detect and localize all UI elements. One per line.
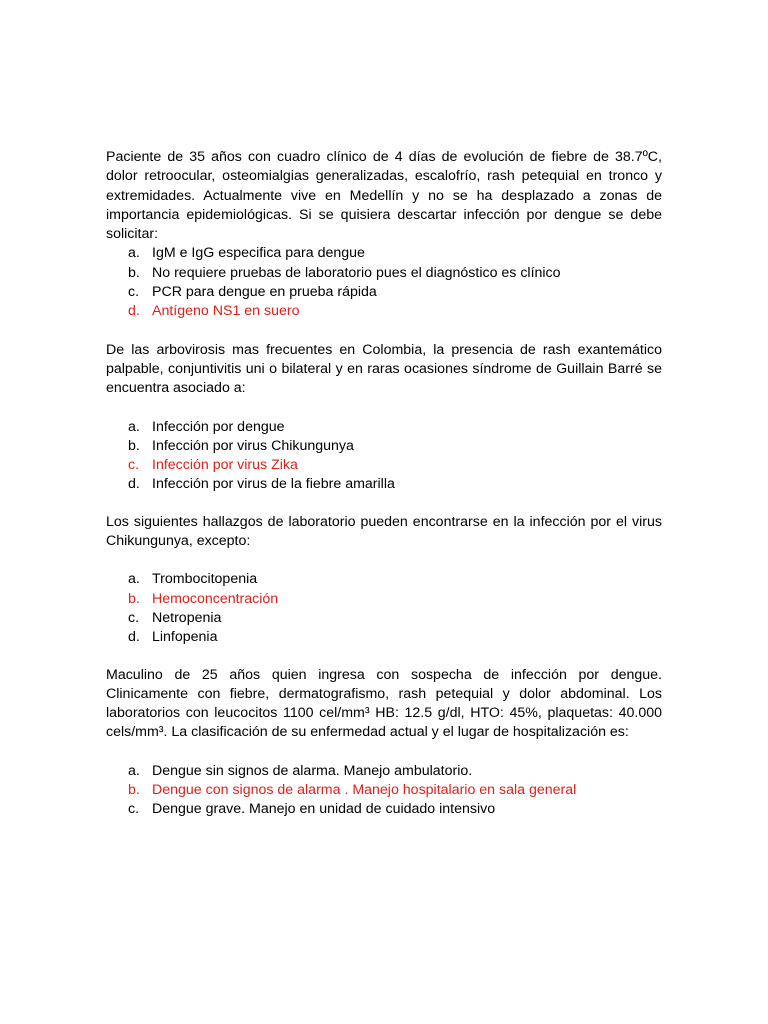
question-1-option-b [106,264,662,283]
option-letter: d. [128,629,140,646]
option-text: IgM e IgG especifica para dengue [152,245,365,262]
option-text: Infección por virus de la fiebre amarilla [152,476,395,493]
question-3 [106,513,662,648]
question-4-options [106,762,662,820]
question-2-options [106,418,662,495]
option-letter: d. [128,476,140,493]
question-3-option-b-correct [106,590,662,609]
question-1-stem: Paciente de 35 años con cuadro clínico de 4 días de evolución de fiebre de 38.7ºC, dolor retroocular, osteomialgias generalizadas, escalofrío, rash petequial en tronco y extremidades. Actualmente vive en Medellín y no se ha desplazado a zonas de importancia epidemiológicas. Si se quisiera descartar infección por dengue se debe solicitar: [106,149,662,243]
option-text: Dengue sin signos de alarma. Manejo ambulatorio. [152,762,473,779]
option-text: Hemoconcentración [152,590,279,607]
question-1-option-a [106,244,662,263]
question-3-options [106,570,662,647]
question-2-option-c-correct [106,456,662,475]
question-4-stem: Maculino de 25 años quien ingresa con sospecha de infección por dengue. Clinicamente con fiebre, dermatografismo, rash petequial y dolor abdominal. Los laboratorios con leucocitos 1100 cel/mm³ HB: 12.5 g/dl, HTO: 45%, plaquetas: 40.000 cels/mm³. La clasificación de su enfermedad actual y el lugar de hospitalización es: [106,666,662,741]
option-text: Dengue con signos de alarma . Manejo hospitalario en sala general [152,782,577,799]
question-4-option-c [106,800,662,819]
option-text: Trombocitopenia [152,571,258,588]
option-letter: b. [128,590,140,607]
question-2-option-b [106,437,662,456]
option-letter: a. [128,762,140,779]
question-4-option-b-correct [106,781,662,800]
question-3-option-c [106,609,662,628]
question-1-options [106,244,662,321]
question-3-stem: Los siguientes hallazgos de laboratorio pueden encontrarse en la infección por el virus Chikungunya, excepto: [106,513,662,550]
option-text: No requiere pruebas de laboratorio pues el diagnóstico es clínico [152,264,561,281]
question-1-option-c [106,283,662,302]
option-text: Infección por virus Chikungunya [152,437,354,454]
question-2-option-d [106,475,662,494]
option-letter: c. [128,457,140,474]
option-text: Infección por dengue [152,418,285,435]
option-text: Infección por virus Zika [152,457,298,474]
option-text: PCR para dengue en prueba rápida [152,284,377,301]
question-2-option-a [106,418,662,437]
option-letter: a. [128,418,140,435]
question-1-option-d-correct [106,302,662,321]
option-letter: a. [128,571,140,588]
question-2-stem: De las arbovirosis mas frecuentes en Colombia, la presencia de rash exantemático palpable, conjuntivitis uni o bilateral y en raras ocasiones síndrome de Guillain Barré se encuentra asociado a: [106,341,662,397]
option-letter: d. [128,303,140,320]
question-1 [106,148,662,322]
question-3-option-a [106,570,662,589]
option-letter: a. [128,245,140,262]
question-4-option-a [106,762,662,781]
option-letter: c. [128,801,140,818]
option-text: Dengue grave. Manejo en unidad de cuidado intensivo [152,801,496,818]
option-letter: b. [128,782,140,799]
option-text: Antígeno NS1 en suero [152,303,300,320]
option-letter: c. [128,609,140,626]
question-4 [106,666,662,820]
question-2 [106,341,662,495]
question-3-option-d [106,628,662,647]
option-letter: b. [128,264,140,281]
option-text: Linfopenia [152,629,218,646]
option-letter: b. [128,437,140,454]
option-letter: c. [128,284,140,301]
option-text: Netropenia [152,609,222,626]
